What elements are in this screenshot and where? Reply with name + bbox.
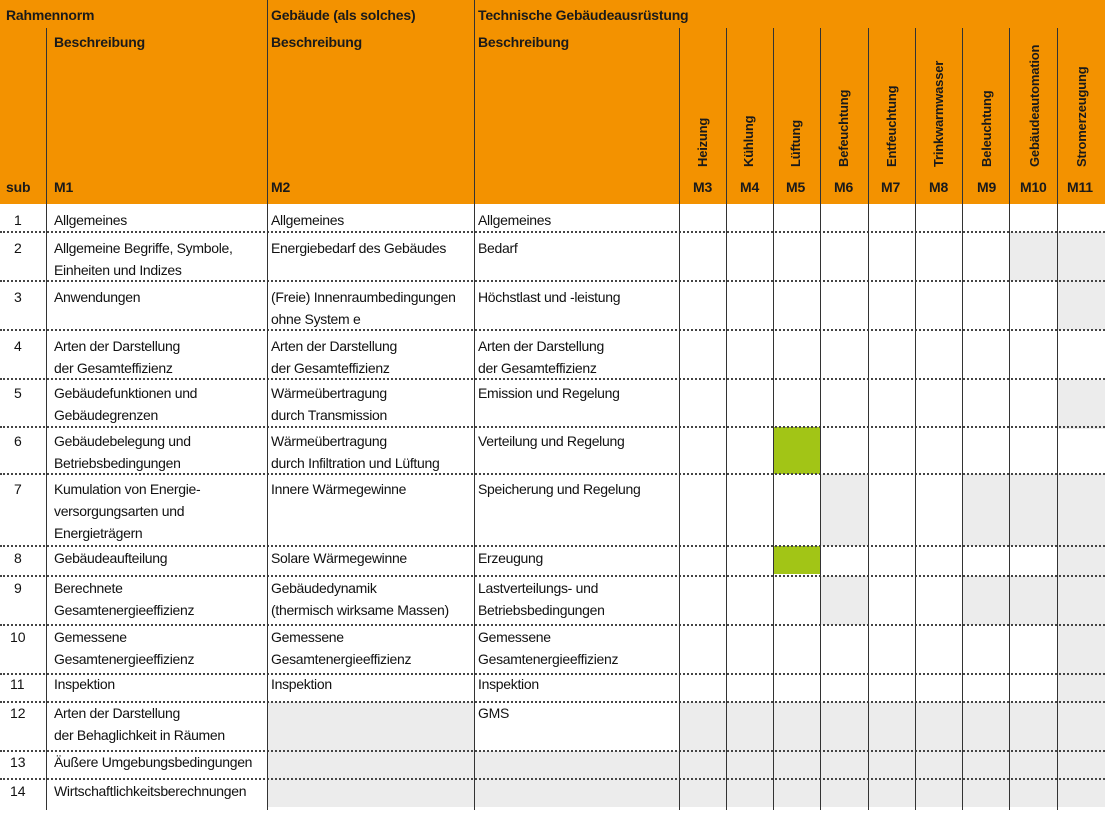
row-divider [0,329,1105,331]
m1-cell: Gemessene Gesamtenergieeffizienz [54,629,195,667]
m2-cell: Gemessene Gesamtenergieeffizienz [271,629,412,667]
row-sub: 14 [10,783,26,799]
row-sub: 6 [14,433,22,449]
row-sub: 8 [14,550,22,566]
m1-cell: Allgemeine Begriffe, Symbole, Einheiten und Indizes [54,240,233,278]
service-label-entfeuchtung: Entfeuchtung [884,85,899,167]
desc-m1: Beschreibung [54,34,145,50]
row-sub: 2 [14,240,22,256]
column-divider [679,28,680,810]
group-tge: Technische Gebäudeausrüstung [478,7,689,23]
m1-cell: Gebäudefunktionen und Gebäudegrenzen [54,385,198,423]
row-sub: 10 [10,629,26,645]
m1-cell: Gebäudebelegung und Betriebsbedingungen [54,433,191,471]
code-m7: M7 [881,179,901,195]
code-m6: M6 [834,179,854,195]
m1-cell: Arten der Darstellung der Gesamteffizienz [54,338,180,376]
column-divider [868,28,869,810]
m2-cell: Solare Wärmegewinne [271,550,407,566]
tge-cell: Höchstlast und -leistung [478,289,621,305]
desc-m2: Beschreibung [271,34,362,50]
service-label-lueftung: Lüftung [788,120,803,167]
tge-cell: Lastverteilungs- und Betriebsbedingungen [478,580,605,618]
code-m11: M11 [1067,179,1093,195]
tge-cell: Emission und Regelung [478,385,620,401]
m2-cell: Wärmeübertragung durch Transmission [271,385,387,423]
code-m3: M3 [693,179,713,195]
tge-cell: Bedarf [478,240,518,256]
service-label-trinkwarmwasser: Trinkwarmwasser [931,60,946,167]
group-rahmennorm: Rahmennorm [6,7,95,23]
desc-tge: Beschreibung [478,34,569,50]
column-divider [267,0,268,810]
service-label-kuehlung: Kühlung [741,115,756,167]
unused-cell [680,702,1105,751]
tge-cell: Inspektion [478,676,539,692]
m1-cell: Anwendungen [54,289,141,305]
unused-cell [821,576,868,625]
unused-cell [268,751,1105,779]
service-label-befeuchtung: Befeuchtung [836,89,851,167]
code-m1: M1 [54,179,74,195]
table-header [0,0,1105,204]
row-sub: 1 [14,212,22,228]
tge-cell: Gemessene Gesamtenergieeffizienz [478,629,619,667]
service-label-heizung: Heizung [695,117,710,167]
service-label-beleuchtung: Beleuchtung [979,90,994,167]
column-divider [1009,28,1010,810]
row-sub: 5 [14,385,22,401]
m2-cell: Innere Wärmegewinne [271,481,407,497]
m1-cell: Berechnete Gesamtenergieeffizienz [54,580,195,618]
column-divider [474,0,475,810]
unused-cell [1058,546,1105,576]
unused-cell [1058,674,1105,702]
row-divider [0,673,1105,675]
unused-cell [268,702,474,751]
column-divider [820,28,821,810]
m1-cell: Kumulation von Energie- versorgungsarten und Energieträgern [54,481,201,541]
m2-cell: Wärmeübertragung durch Infiltration und Lüftung [271,433,440,471]
tge-cell: GMS [478,705,509,721]
column-divider [915,28,916,810]
unused-cell [821,474,868,546]
m2-cell: (Freie) Innenraumbedingungen ohne System e [271,289,456,327]
row-divider [0,231,1105,233]
m1-cell: Wirtschaftlichkeitsberechnungen [54,783,247,799]
m2-cell: Energiebedarf des Gebäudes [271,240,447,256]
code-m4: M4 [740,179,760,195]
tge-cell: Speicherung und Regelung [478,481,641,497]
sub-label: sub [6,179,31,195]
m1-cell: Inspektion [54,676,115,692]
column-divider [726,28,727,810]
code-m5: M5 [786,179,806,195]
code-m2: M2 [271,179,291,195]
m1-cell: Gebäudeaufteilung [54,550,168,566]
unused-cell [268,779,1105,807]
unused-cell [1058,380,1105,429]
service-label-stromerzeugung: Stromerzeugung [1074,66,1089,167]
column-divider [773,28,774,810]
code-m10: M10 [1020,179,1047,195]
tge-cell: Allgemeines [478,212,551,228]
m1-cell: Äußere Umgebungsbedingungen [54,754,253,770]
highlight-cell-m5-row8 [774,546,821,574]
row-divider [0,426,1105,428]
code-m8: M8 [929,179,949,195]
row-sub: 3 [14,289,22,305]
row-sub: 9 [14,580,22,596]
m2-cell: Arten der Darstellung der Gesamteffizienz [271,338,397,376]
row-sub: 4 [14,338,22,354]
m1-cell: Allgemeines [54,212,127,228]
tge-cell: Erzeugung [478,550,544,566]
tge-cell: Verteilung und Regelung [478,433,625,449]
unused-cell [963,576,1105,625]
service-label-gebaeudeautomation: Gebäudeautomation [1027,44,1042,167]
highlight-cell-m5-row6 [774,427,821,474]
unused-cell [963,474,1105,546]
column-divider [1057,28,1058,810]
code-m9: M9 [977,179,997,195]
column-divider [46,28,47,810]
row-sub: 13 [10,754,26,770]
column-divider [962,28,963,810]
unused-cell [1058,281,1105,330]
m2-cell: Inspektion [271,676,332,692]
row-sub: 11 [10,676,25,692]
m2-cell: Allgemeines [271,212,344,228]
group-gebaeude: Gebäude (als solches) [271,7,416,23]
row-sub: 12 [10,705,26,721]
unused-cell [1058,625,1105,674]
m1-cell: Arten der Darstellung der Behaglichkeit in Räumen [54,705,225,743]
row-sub: 7 [14,481,22,497]
tge-cell: Arten der Darstellung der Gesamteffizienz [478,338,604,376]
m2-cell: Gebäudedynamik (thermisch wirksame Massen) [271,580,449,618]
